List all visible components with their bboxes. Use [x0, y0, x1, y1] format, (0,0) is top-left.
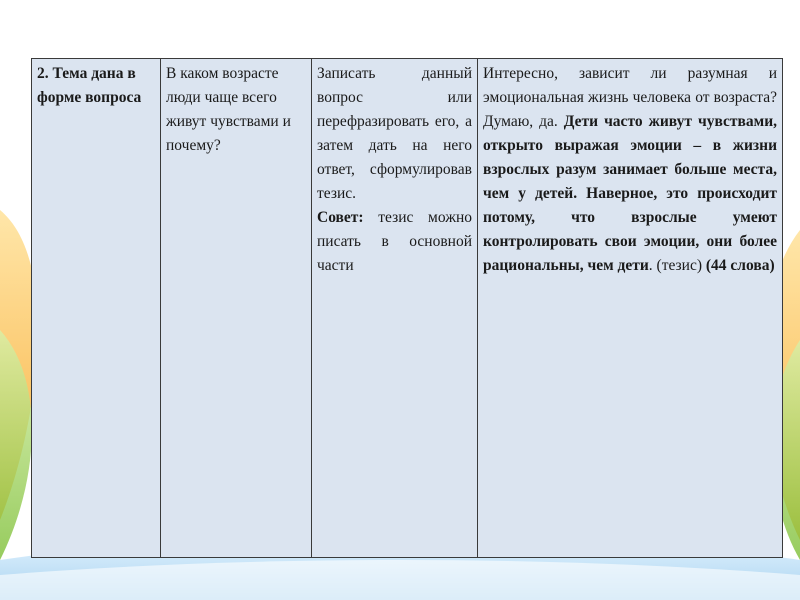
example-tail: . (тезис) — [648, 257, 706, 274]
topic-text: 2. Тема дана в форме вопроса — [37, 65, 142, 106]
advice-text: тезис можно писать в основной части — [317, 209, 472, 274]
table-row — [32, 59, 783, 558]
example-bold-text: Дети часто живут чувствами, открыто выражая эмоции – в жизни взрослых разум занимает больше места, чем у детей. Наверное, это происходит потому, что взрослые умеют контролировать свои эмоции, они более рациональны, чем дети — [483, 113, 777, 274]
word-count: (44 слова) — [705, 257, 775, 274]
advice-label: Совет: — [317, 209, 364, 226]
content-table — [31, 58, 783, 558]
question-text: В каком возрасте люди чаще всего живут чувствами и почему? — [166, 65, 291, 154]
example-cell — [478, 59, 783, 558]
question-cell — [161, 59, 312, 558]
topic-cell — [32, 59, 161, 558]
instruction-text: Записать данный вопрос или перефразировать его, а затем дать на него ответ, сформулировав тезис. — [317, 65, 472, 202]
example-intro: Интересно, зависит ли разумная и эмоциональная жизнь человека от возраста? Думаю, да. — [483, 65, 777, 130]
instruction-cell — [312, 59, 478, 558]
